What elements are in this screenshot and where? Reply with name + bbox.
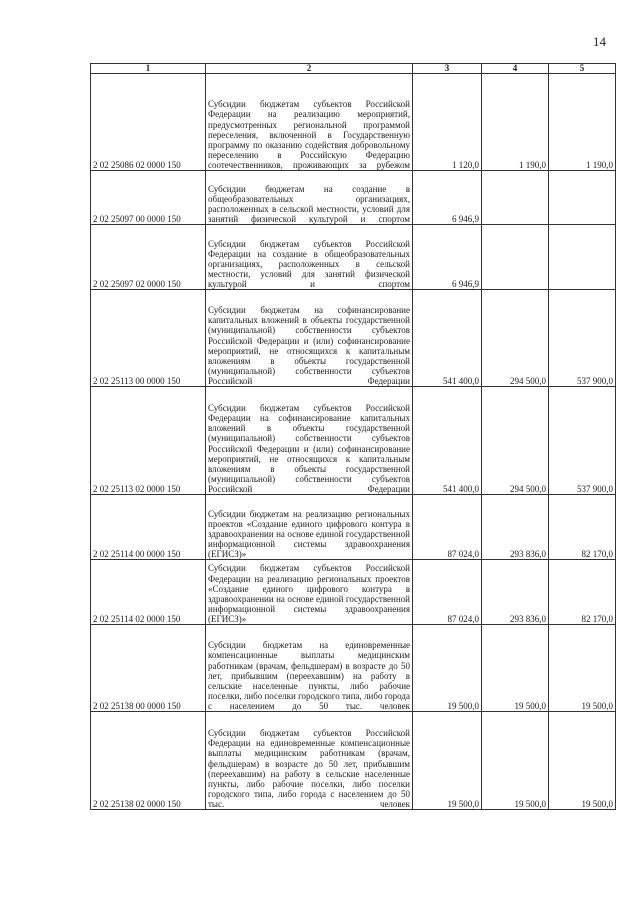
table-header xyxy=(91,64,616,74)
amount-col-5 xyxy=(549,171,616,225)
amount-col-5: 19 500,0 xyxy=(549,712,616,810)
budget-code: 2 02 25138 00 0000 150 xyxy=(91,625,206,712)
amount-col-3: 1 120,0 xyxy=(413,74,482,171)
header-col-1: 1 xyxy=(91,64,206,74)
budget-code: 2 02 25114 00 0000 150 xyxy=(91,495,206,560)
table-row xyxy=(91,74,616,171)
page-number: 14 xyxy=(593,34,606,49)
description: Субсидии бюджетам на софинансирование капитальных вложений в объекты государственной (муниципальной) собственности субъектов Российской Федерации и (или) софинансирование мероприятий, не относящихся к капитальным вложениям в объекты государственной (муниципальной) собственности субъектов Российской Федерации xyxy=(206,290,413,387)
table-row xyxy=(91,290,616,387)
header-col-5: 5 xyxy=(549,64,616,74)
budget-code: 2 02 25086 02 0000 150 xyxy=(91,74,206,171)
amount-col-5 xyxy=(549,225,616,290)
table-row xyxy=(91,625,616,712)
amount-col-4 xyxy=(482,225,549,290)
header-col-2: 2 xyxy=(206,64,413,74)
budget-code: 2 02 25097 00 0000 150 xyxy=(91,171,206,225)
description: Субсидии бюджетам на единовременные компенсационные выплаты медицинским работникам (врачам, фельдшерам) в возрасте до 50 лет, прибывшим (переехавшим) на работу в сельские населенные пункты, либо рабочие поселки, либо поселки городского типа, либо города с населением до 50 тыс. человек xyxy=(206,625,413,712)
table-row xyxy=(91,495,616,560)
amount-col-5: 82 170,0 xyxy=(549,495,616,560)
amount-col-3: 6 946,9 xyxy=(413,225,482,290)
amount-col-3: 19 500,0 xyxy=(413,625,482,712)
amount-col-5: 19 500,0 xyxy=(549,625,616,712)
amount-col-3: 19 500,0 xyxy=(413,712,482,810)
amount-col-4: 19 500,0 xyxy=(482,625,549,712)
table-row xyxy=(91,171,616,225)
description: Субсидии бюджетам субъектов Российской Федерации на реализацию мероприятий, предусмотренных региональной программой переселения, включенной в Государственную программу по оказанию содействия добровольному переселению в Российскую Федерацию соотечественников, проживающих за рубежом xyxy=(206,74,413,171)
description: Субсидии бюджетам на реализацию региональных проектов «Создание единого цифрового контура в здравоохранении на основе единой государственной информационной системы здравоохранения (ЕГИСЗ)» xyxy=(206,495,413,560)
budget-code: 2 02 25113 00 0000 150 xyxy=(91,290,206,387)
amount-col-4: 293 836,0 xyxy=(482,560,549,625)
amount-col-4 xyxy=(482,171,549,225)
budget-code: 2 02 25097 02 0000 150 xyxy=(91,225,206,290)
header-col-3: 3 xyxy=(413,64,482,74)
amount-col-4: 294 500,0 xyxy=(482,290,549,387)
amount-col-3: 541 400,0 xyxy=(413,290,482,387)
amount-col-3: 6 946,9 xyxy=(413,171,482,225)
amount-col-5: 537 900,0 xyxy=(549,387,616,495)
amount-col-4: 293 836,0 xyxy=(482,495,549,560)
description: Субсидии бюджетам субъектов Российской Федерации на софинансирование капитальных вложений в объекты государственной (муниципальной) собственности субъектов Российской Федерации и (или) софинансирование мероприятий, не относящихся к капитальным вложениям в объекты государственной (муниципальной) собственности субъектов Российской Федерации xyxy=(206,387,413,495)
budget-code: 2 02 25113 02 0000 150 xyxy=(91,387,206,495)
table-row xyxy=(91,225,616,290)
description: Субсидии бюджетам на создание в общеобразовательных организациях, расположенных в сельской местности, условий для занятий физической культурой и спортом xyxy=(206,171,413,225)
table-row xyxy=(91,560,616,625)
header-col-4: 4 xyxy=(482,64,549,74)
description: Субсидии бюджетам субъектов Российской Федерации на единовременные компенсационные выплаты медицинским работникам (врачам, фельдшерам) в возрасте до 50 лет, прибывшим (переехавшим) на работу в сельские населенные пункты, либо рабочие поселки, либо поселки городского типа, либо города с населением до 50 тыс. человек xyxy=(206,712,413,810)
amount-col-5: 537 900,0 xyxy=(549,290,616,387)
amount-col-3: 87 024,0 xyxy=(413,560,482,625)
budget-code: 2 02 25138 02 0000 150 xyxy=(91,712,206,810)
table-row xyxy=(91,712,616,810)
amount-col-5: 1 190,0 xyxy=(549,74,616,171)
amount-col-3: 87 024,0 xyxy=(413,495,482,560)
amount-col-4: 1 190,0 xyxy=(482,74,549,171)
table-row xyxy=(91,387,616,495)
amount-col-3: 541 400,0 xyxy=(413,387,482,495)
budget-code: 2 02 25114 02 0000 150 xyxy=(91,560,206,625)
budget-table xyxy=(90,63,616,810)
amount-col-5: 82 170,0 xyxy=(549,560,616,625)
amount-col-4: 294 500,0 xyxy=(482,387,549,495)
amount-col-4: 19 500,0 xyxy=(482,712,549,810)
description: Субсидии бюджетам субъектов Российской Федерации на реализацию региональных проектов «Создание единого цифрового контура в здравоохранении на основе единой государственной информационной системы здравоохранения (ЕГИСЗ)» xyxy=(206,560,413,625)
description: Субсидии бюджетам субъектов Российской Федерации на создание в общеобразовательных организациях, расположенных в сельской местности, условий для занятий физической культурой и спортом xyxy=(206,225,413,290)
